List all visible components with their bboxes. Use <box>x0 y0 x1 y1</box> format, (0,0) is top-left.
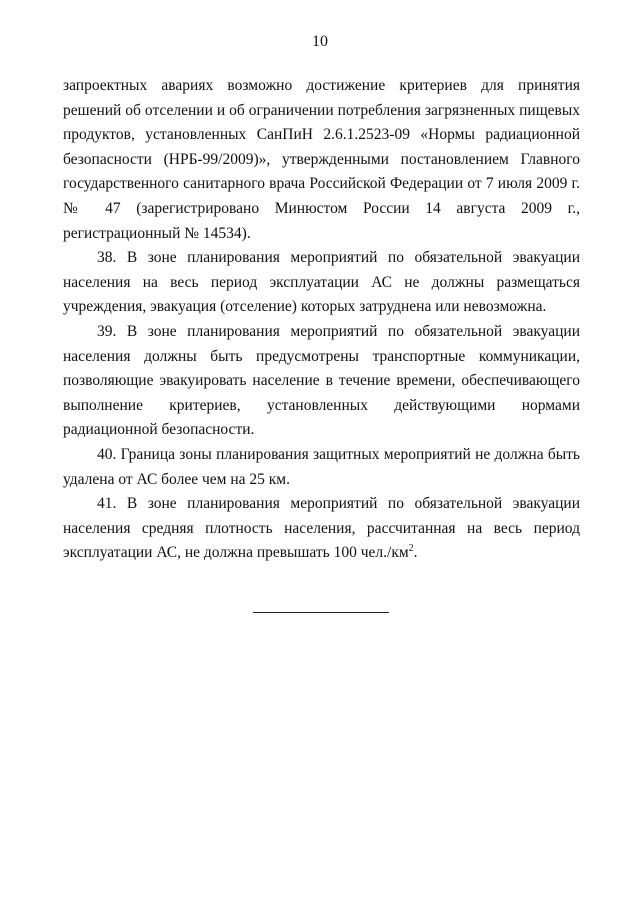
paragraph-item-41 <box>63 492 580 566</box>
paragraph-item-41-text: 41. В зоне планирования мероприятий по обязательной эвакуации населения средняя плотность населения, рассчитанная на весь период эксплуатации АС, не должна превышать 100 чел./км <box>63 495 580 562</box>
end-of-document-rule <box>253 612 389 613</box>
document-body <box>63 74 580 566</box>
page-number: 10 <box>312 33 328 50</box>
paragraph-item-41-trailing: . <box>413 544 418 562</box>
paragraph-item-40: 40. Граница зоны планирования защитных мероприятий не должна быть удалена от АС более чем на 25 км. <box>63 445 580 488</box>
superscript-square: 2 <box>408 543 414 555</box>
paragraph-item-39: 39. В зоне планирования мероприятий по обязательной эвакуации населения должны быть предусмотрены транспортные коммуникации, позволяющие эвакуировать население в течение времени, обеспечивающего выполнение критериев, установленных действующими нормами радиационной безопасности. <box>63 322 580 439</box>
paragraph-continuation: запроектных авариях возможно достижение критериев для принятия решений об отселении и об ограничении потребления загрязненных пищевых продуктов, установленных СанПиН 2.6.1.2523-09 «Нормы радиационной безопасности (НРБ-99/2009)», утвержденными постановлением Главного государственного санитарного врача Российской Федерации от 7 июля 2009 г. № 47 (зарегистрировано Минюстом России 14 августа 2009 г., регистрационный № 14534). <box>63 77 580 242</box>
paragraph-item-38: 38. В зоне планирования мероприятий по обязательной эвакуации населения на весь период эксплуатации АС не должны размещаться учреждения, эвакуация (отселение) которых затруднена или невозможна. <box>63 249 580 316</box>
